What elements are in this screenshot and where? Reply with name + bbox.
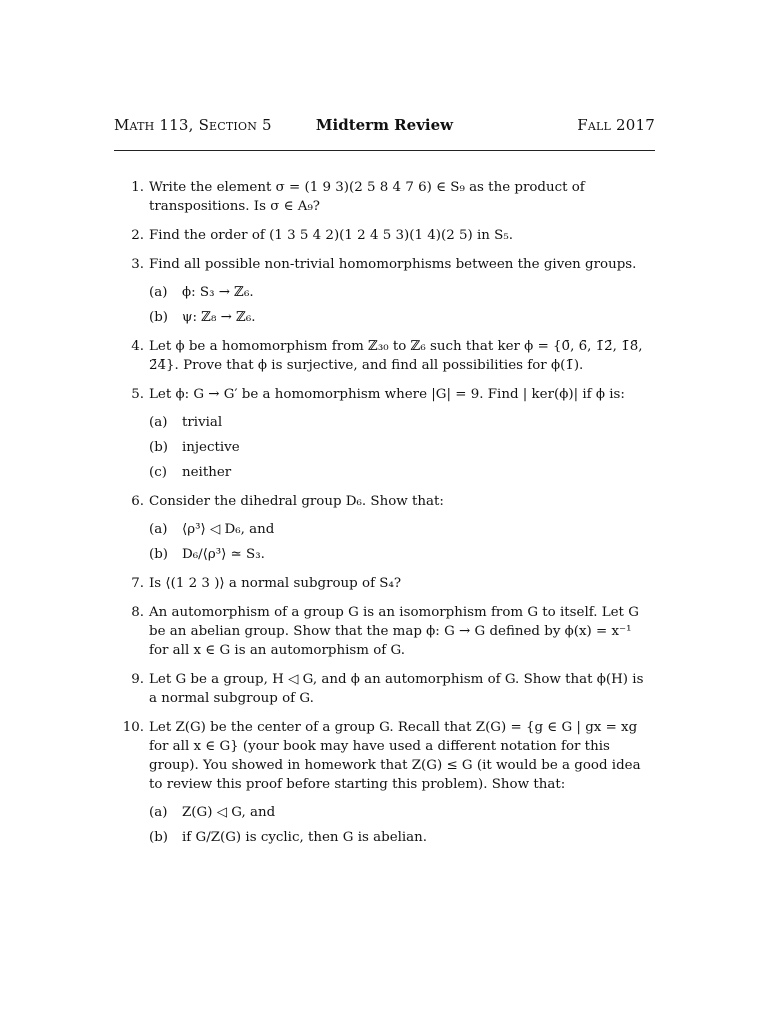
problem-item: [114, 492, 655, 564]
term-label: Fall 2017: [577, 116, 655, 134]
part-label: (b): [149, 547, 169, 562]
problem-list: [114, 178, 655, 857]
part-text: Z(G) ◁ G, and: [182, 805, 276, 820]
problem-number: 1.: [131, 180, 144, 195]
part-text: if G/Z(G) is cyclic, then G is abelian.: [182, 830, 428, 845]
part-label: (a): [149, 805, 168, 820]
problem-item: [114, 574, 655, 593]
part-label: (c): [149, 465, 167, 480]
part-text: neither: [182, 465, 232, 480]
problem-text: Let ϕ: G → G′ be a homomorphism where |G| = 9. Find | ker(ϕ)| if ϕ is:: [149, 387, 625, 402]
problem-part: [149, 463, 655, 482]
problem-item: [114, 226, 655, 245]
part-label: (b): [149, 440, 169, 455]
problem-number: 6.: [131, 494, 144, 509]
problem-number: 4.: [131, 339, 144, 354]
problem-part: [149, 828, 655, 847]
part-text: trivial: [182, 415, 223, 430]
problem-text: An automorphism of a group G is an isomorphism from G to itself. Let G be an abelian group. Show that the map ϕ: G → G defined by ϕ(x) = x⁻¹ for all x ∈ G is an automorphism of G.: [149, 605, 639, 658]
part-label: (b): [149, 830, 169, 845]
part-label: (a): [149, 285, 168, 300]
problem-parts: [149, 283, 655, 327]
problem-item: [114, 178, 655, 216]
part-label: (b): [149, 310, 169, 325]
problem-text: Let ϕ be a homomorphism from ℤ₃₀ to ℤ₆ such that ker ϕ = {0̄, 6̄, 1̄2̄, 1̄8̄, 2̄4̄}. Prove that ϕ is surjective, and find all possibilities for ϕ(1̄).: [149, 339, 643, 373]
problem-number: 2.: [131, 228, 144, 243]
problem-number: 7.: [131, 576, 144, 591]
problem-part: [149, 413, 655, 432]
part-text: ψ: ℤ₈ → ℤ₆.: [182, 310, 256, 325]
problem-number: 3.: [131, 257, 144, 272]
problem-part: [149, 438, 655, 457]
problem-text: Write the element σ = (1 9 3)(2 5 8 4 7 6) ∈ S₉ as the product of transpositions. Is σ ∈ A₉?: [149, 180, 585, 214]
problem-number: 10.: [122, 720, 144, 735]
problem-item: [114, 670, 655, 708]
problem-part: [149, 803, 655, 822]
problem-item: [114, 337, 655, 375]
problem-text: Is ⟨(1 2 3 )⟩ a normal subgroup of S₄?: [149, 576, 401, 591]
problem-text: Let G be a group, H ◁ G, and ϕ an automorphism of G. Show that ϕ(H) is a normal subgroup of G.: [149, 672, 644, 706]
problem-part: [149, 520, 655, 539]
problem-number: 9.: [131, 672, 144, 687]
document-title: Midterm Review: [315, 116, 454, 134]
problem-parts: [149, 413, 655, 482]
problem-item: [114, 255, 655, 327]
problem-item: [114, 385, 655, 482]
part-label: (a): [149, 522, 168, 537]
problem-text: Find the order of (1 3 5 4 2)(1 2 4 5 3)(1 4)(2 5) in S₅.: [149, 228, 513, 243]
problem-part: [149, 283, 655, 302]
header-rule: [114, 150, 655, 151]
part-label: (a): [149, 415, 168, 430]
problem-parts: [149, 520, 655, 564]
problem-number: 5.: [131, 387, 144, 402]
part-text: D₆/⟨ρ³⟩ ≃ S₃.: [182, 547, 265, 562]
problem-part: [149, 545, 655, 564]
course-label: Math 113, Section 5: [114, 116, 272, 134]
problem-text: Let Z(G) be the center of a group G. Recall that Z(G) = {g ∈ G | gx = xg for all x ∈ G} (your book may have used a different notation for this group). You showed in homework that Z(G) ≤ G (it would be a good idea to review this proof before starting this problem). Show that:: [149, 720, 641, 792]
problem-text: Consider the dihedral group D₆. Show that:: [149, 494, 444, 509]
page-header: [114, 116, 655, 138]
problem-part: [149, 308, 655, 327]
part-text: ⟨ρ³⟩ ◁ D₆, and: [182, 522, 275, 537]
part-text: ϕ: S₃ → ℤ₆.: [182, 285, 254, 300]
problem-number: 8.: [131, 605, 144, 620]
problem-item: [114, 603, 655, 660]
problem-item: [114, 718, 655, 847]
problem-text: Find all possible non-trivial homomorphisms between the given groups.: [149, 257, 637, 272]
part-text: injective: [182, 440, 240, 455]
problem-parts: [149, 803, 655, 847]
